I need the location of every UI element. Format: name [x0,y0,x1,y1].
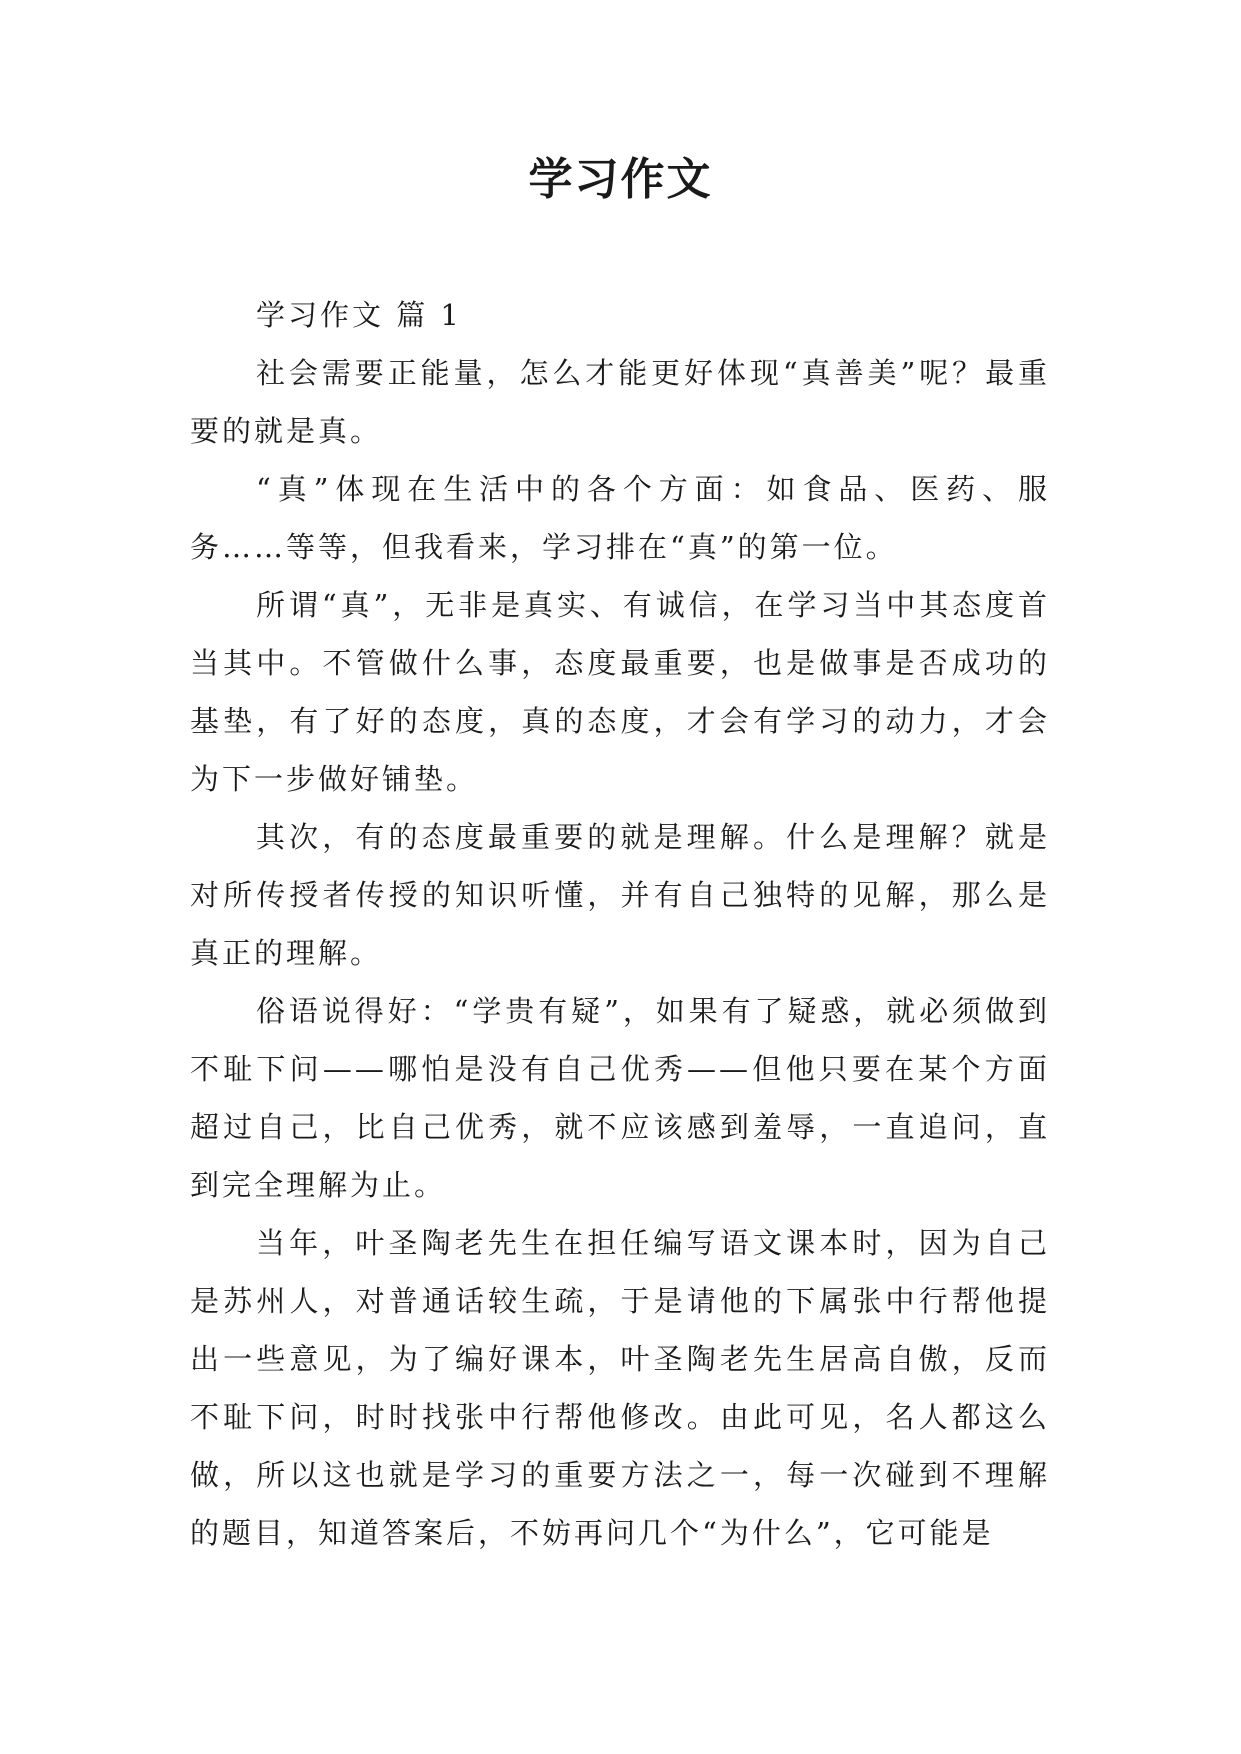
paragraph: 当年，叶圣陶老先生在担任编写语文课本时，因为自己是苏州人，对普通话较生疏，于是请他的下属张中行帮他提出一些意见，为了编好课本，叶圣陶老先生居高自傲，反而不耻下问，时时找张中行帮他修改。由此可见，名人都这么做，所以这也就是学习的重要方法之一，每一次碰到不理解的题目，知道答案后，不妨再问几个“为什么”，它可能是 [190,1226,1050,1550]
document-body [190,286,1050,1562]
paragraph: 俗语说得好：“学贵有疑”，如果有了疑惑，就必须做到不耻下问——哪怕是没有自己优秀——但他只要在某个方面超过自己，比自己优秀，就不应该感到羞辱，一直追问，直到完全理解为止。 [190,994,1050,1202]
section-heading: 学习作文 篇 1 [256,298,462,332]
paragraph: 其次，有的态度最重要的就是理解。什么是理解？就是对所传授者传授的知识听懂，并有自己独特的见解，那么是真正的理解。 [190,820,1050,970]
document-title: 学习作文 [528,154,713,205]
paragraph: 所谓“真”，无非是真实、有诚信，在学习当中其态度首当其中。不管做什么事，态度最重要，也是做事是否成功的基垫，有了好的态度，真的态度，才会有学习的动力，才会为下一步做好铺垫。 [190,588,1050,796]
paragraph: “真”体现在生活中的各个方面：如食品、医药、服务……等等，但我看来，学习排在“真”的第一位。 [190,472,1050,564]
paragraph: 社会需要正能量，怎么才能更好体现“真善美”呢？最重要的就是真。 [190,356,1050,448]
